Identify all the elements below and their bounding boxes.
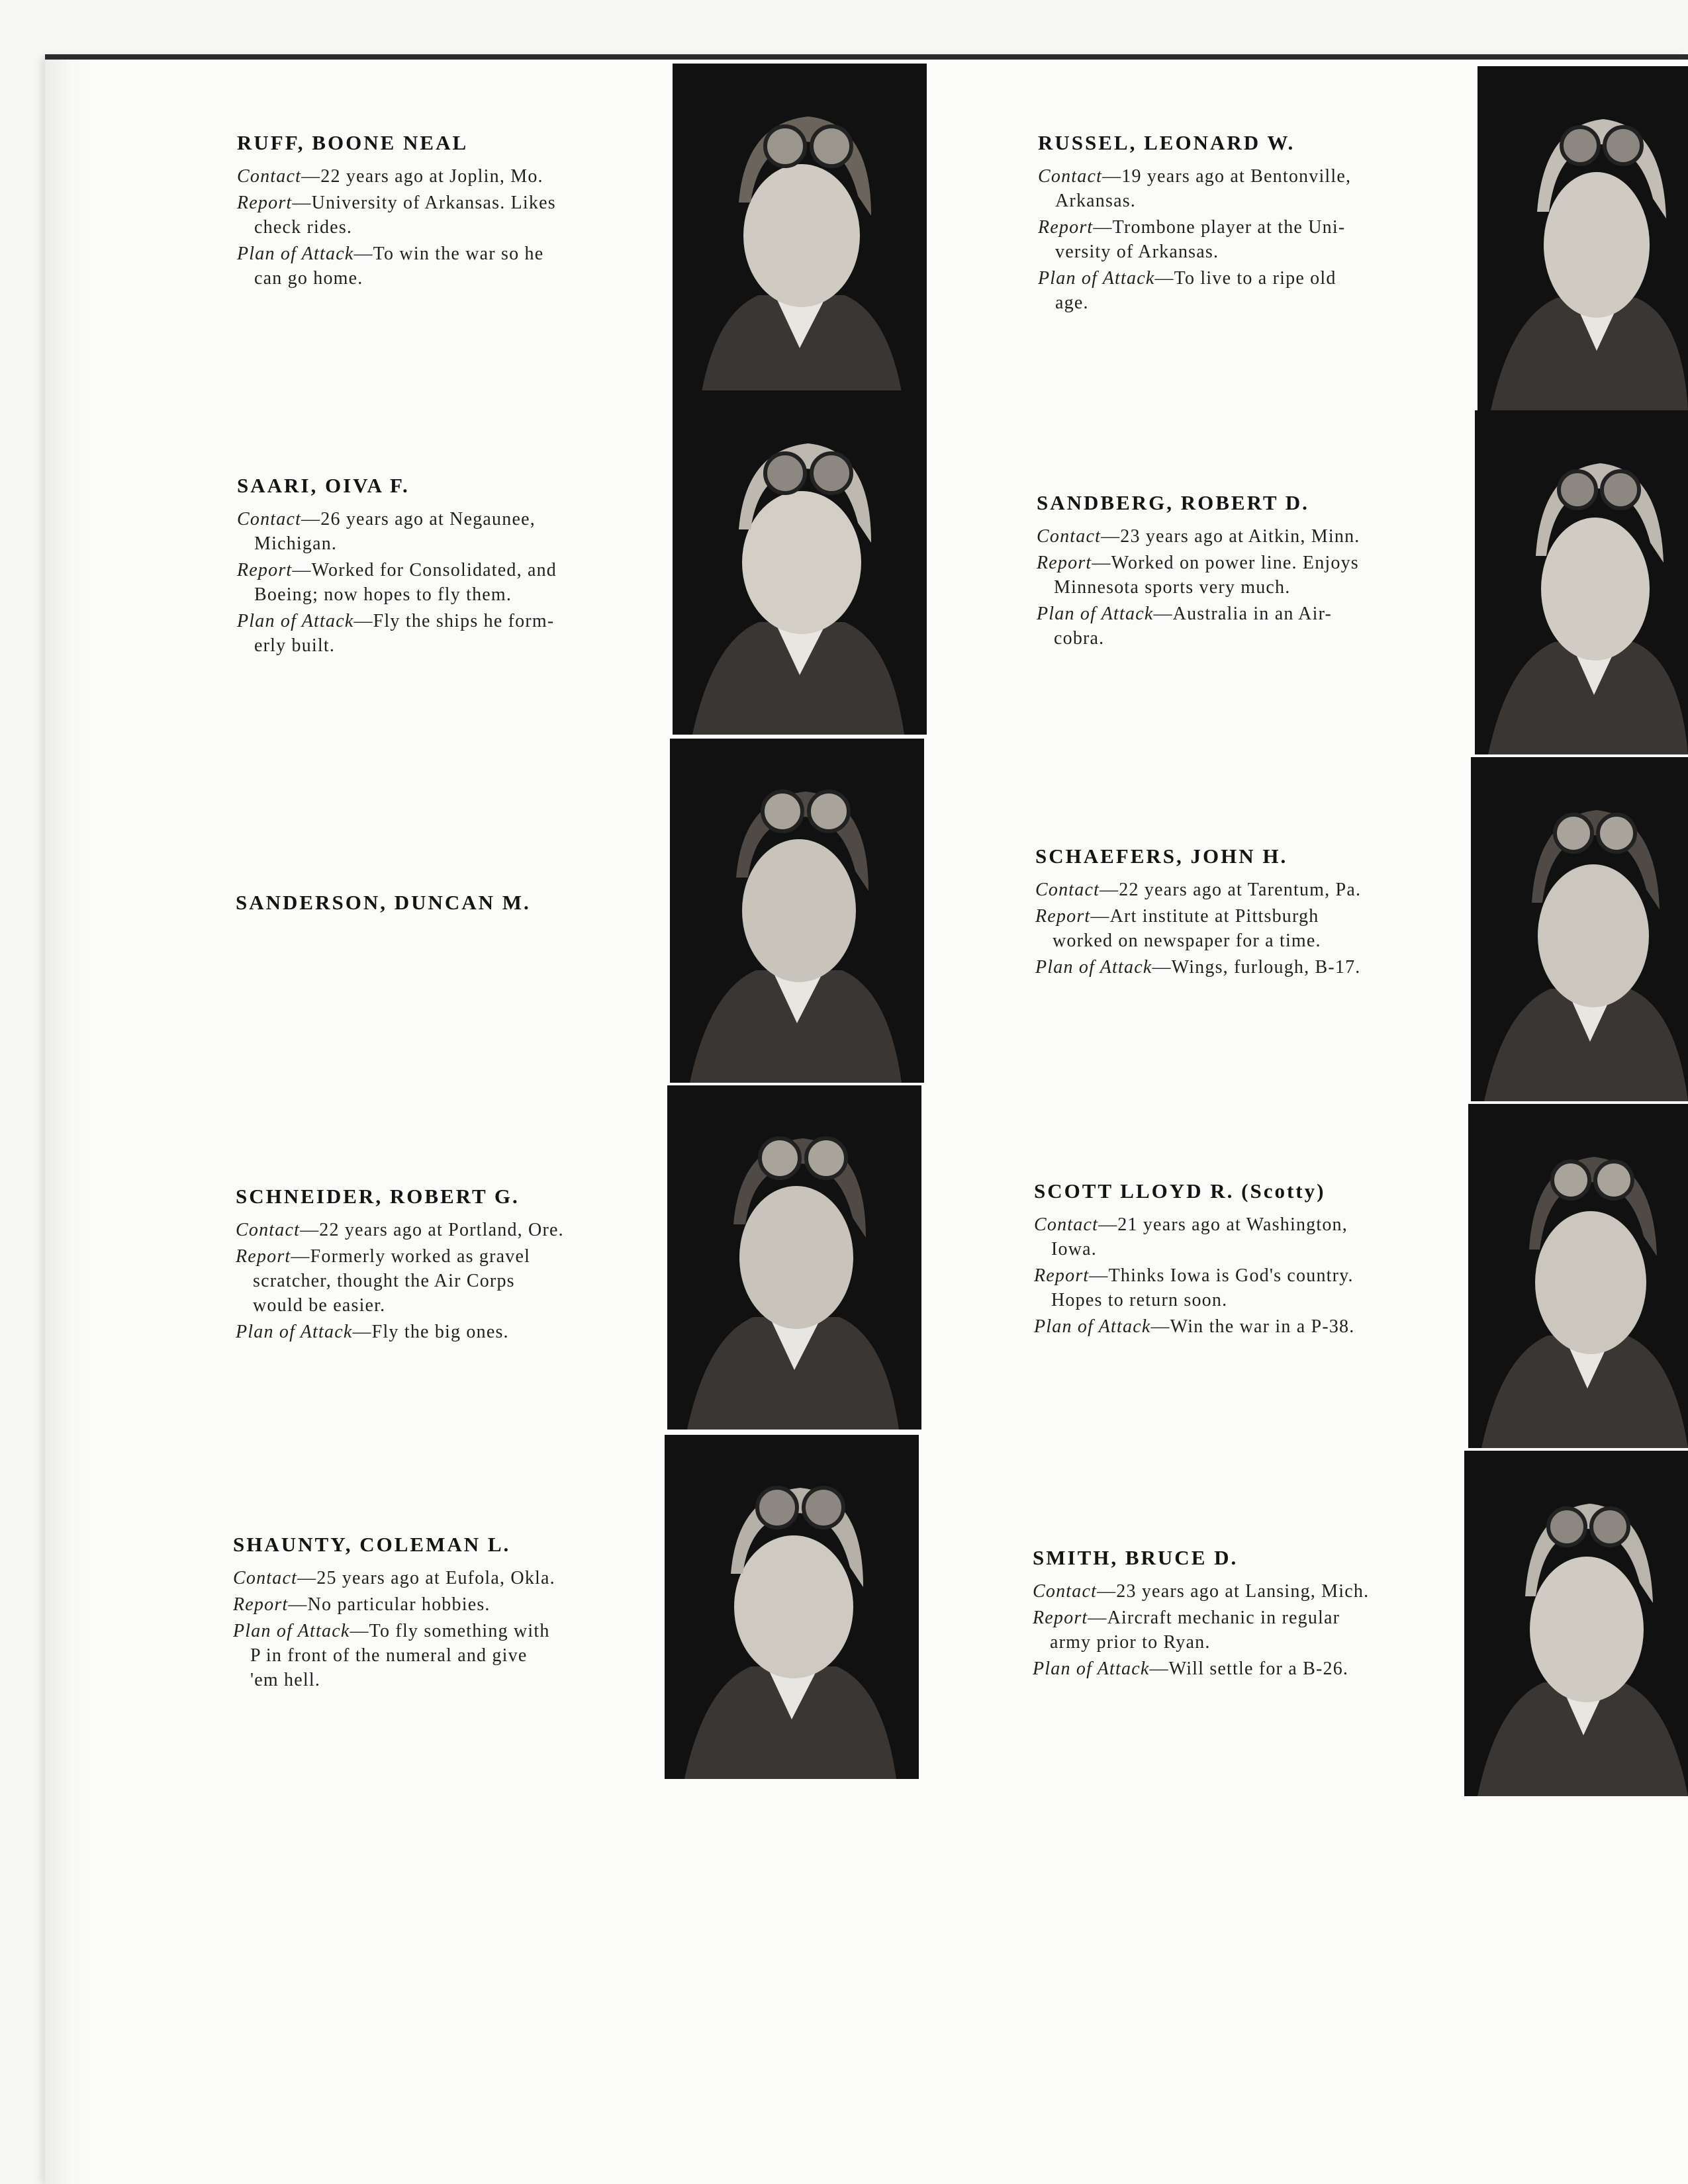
contact-line: Contact—19 years ago at Bentonville, Arkansas.	[1038, 166, 1352, 211]
entry-shaunty	[233, 1533, 657, 1694]
page-binding	[45, 57, 91, 2184]
contact-line: Contact—26 years ago at Negaunee, Michigan.	[237, 509, 536, 554]
report-line: Report—Trombone player at the Uni- versity of Arkansas.	[1038, 217, 1346, 262]
portrait-photo	[1464, 1451, 1688, 1796]
entry-schaefers	[1035, 844, 1459, 981]
portrait-photo	[1477, 66, 1688, 410]
aviator-portrait-icon	[673, 64, 927, 408]
cadet-name: SCOTT LLOYD R. (Scotty)	[1034, 1179, 1326, 1203]
page-top-edge	[45, 54, 1688, 60]
aviator-portrait-icon	[665, 1435, 919, 1779]
plan-line: Plan of Attack—To win the war so he can go home.	[237, 244, 544, 289]
contact-line: Contact—22 years ago at Portland, Ore.	[236, 1220, 564, 1240]
report-line: Report—No particular hobbies.	[233, 1594, 491, 1615]
aviator-portrait-icon	[1468, 1104, 1688, 1448]
report-line: Report—Worked on power line. Enjoys Minnesota sports very much.	[1037, 553, 1359, 598]
entry-sandberg	[1037, 491, 1460, 653]
entry-smith	[1033, 1546, 1456, 1683]
plan-line: Plan of Attack—To live to a ripe old age.	[1038, 268, 1336, 313]
plan-line: Plan of Attack—Will settle for a B-26.	[1033, 1659, 1349, 1679]
plan-line: Plan of Attack—Australia in an Air- cobra.	[1037, 604, 1333, 649]
entry-sanderson	[236, 891, 659, 924]
report-line: Report—Art institute at Pittsburgh worked on newspaper for a time.	[1035, 906, 1321, 951]
cadet-name: SAARI, OIVA F.	[237, 474, 410, 497]
portrait-photo	[665, 1435, 919, 1779]
cadet-name: RUSSEL, LEONARD W.	[1038, 131, 1295, 154]
portrait-photo	[667, 1085, 921, 1430]
report-line: Report—Formerly worked as gravel scratcher, thought the Air Corps would be easier.	[236, 1246, 531, 1316]
portrait-photo	[1471, 757, 1688, 1101]
cadet-name: SCHAEFERS, JOHN H.	[1035, 844, 1288, 868]
plan-line: Plan of Attack—Fly the big ones.	[236, 1322, 509, 1342]
cadet-name: RUFF, BOONE NEAL	[237, 131, 469, 154]
cadet-name: SMITH, BRUCE D.	[1033, 1546, 1239, 1569]
contact-line: Contact—25 years ago at Eufola, Okla.	[233, 1568, 555, 1588]
report-line: Report—University of Arkansas. Likes check rides.	[237, 193, 556, 238]
aviator-portrait-icon	[1475, 410, 1688, 754]
aviator-portrait-icon	[1477, 66, 1688, 410]
plan-line: Plan of Attack—Win the war in a P-38.	[1034, 1316, 1355, 1337]
cadet-name: SHAUNTY, COLEMAN L.	[233, 1533, 511, 1556]
contact-line: Contact—21 years ago at Washington, Iowa.	[1034, 1214, 1348, 1259]
report-line: Report—Aircraft mechanic in regular army prior to Ryan.	[1033, 1608, 1340, 1653]
plan-line: Plan of Attack—Fly the ships he form- erly built.	[237, 611, 555, 656]
entry-schneider	[236, 1185, 659, 1346]
aviator-portrait-icon	[1464, 1451, 1688, 1796]
cadet-name: SANDBERG, ROBERT D.	[1037, 491, 1309, 514]
plan-line: Plan of Attack—To fly something with P in front of the numeral and give 'em hell.	[233, 1621, 550, 1690]
portrait-photo	[1475, 410, 1688, 754]
aviator-portrait-icon	[667, 1085, 921, 1430]
plan-line: Plan of Attack—Wings, furlough, B-17.	[1035, 957, 1361, 978]
portrait-photo	[673, 390, 927, 735]
entry-russel	[1038, 131, 1462, 317]
contact-line: Contact—23 years ago at Aitkin, Minn.	[1037, 526, 1360, 547]
aviator-portrait-icon	[673, 390, 927, 735]
entry-saari	[237, 474, 661, 660]
aviator-portrait-icon	[670, 739, 924, 1083]
report-line: Report—Worked for Consolidated, and Boeing; now hopes to fly them.	[237, 560, 557, 605]
cadet-name: SANDERSON, DUNCAN M.	[236, 891, 531, 914]
aviator-portrait-icon	[1471, 757, 1688, 1101]
portrait-photo	[1468, 1104, 1688, 1448]
contact-line: Contact—22 years ago at Joplin, Mo.	[237, 166, 543, 187]
report-line: Report—Thinks Iowa is God's country. Hopes to return soon.	[1034, 1265, 1354, 1310]
portrait-photo	[670, 739, 924, 1083]
entry-ruff	[237, 131, 661, 293]
contact-line: Contact—23 years ago at Lansing, Mich.	[1033, 1581, 1370, 1602]
entry-scott	[1034, 1179, 1458, 1341]
cadet-name: SCHNEIDER, ROBERT G.	[236, 1185, 520, 1208]
contact-line: Contact—22 years ago at Tarentum, Pa.	[1035, 880, 1362, 900]
portrait-photo	[673, 64, 927, 408]
